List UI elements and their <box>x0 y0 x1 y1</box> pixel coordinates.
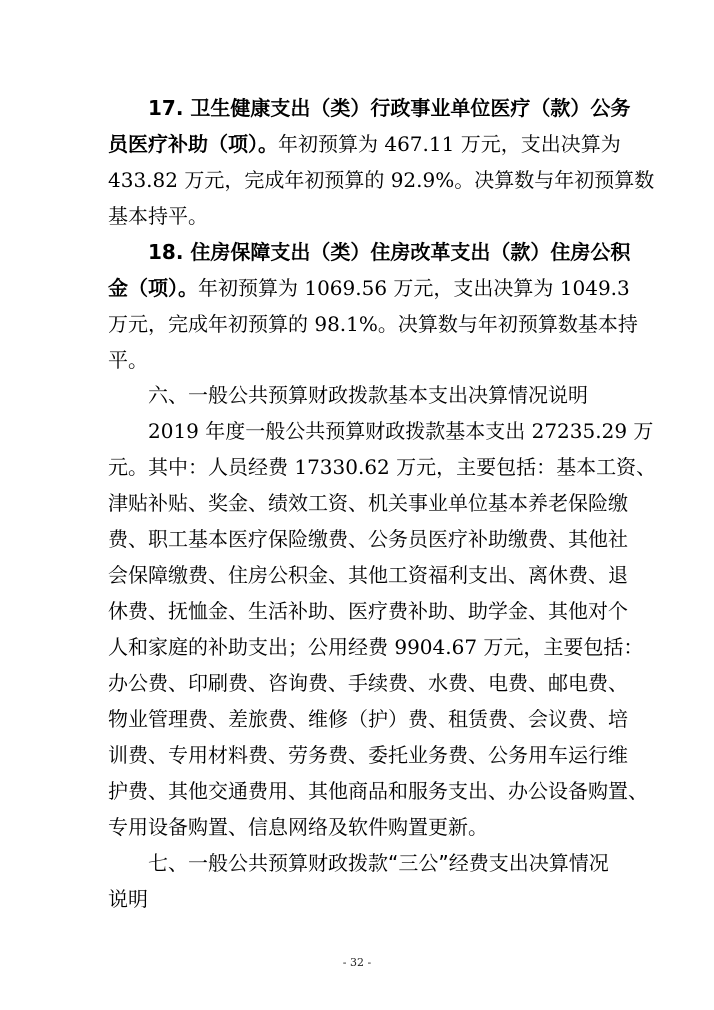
section7-heading-line2: 说明 <box>108 887 148 911</box>
item18-body-line3: 平。 <box>108 348 148 372</box>
item18-body-line1: 年初预算为 1069.56 万元，支出决算为 1049.3 <box>198 276 630 300</box>
section6-line-7: 人和家庭的补助支出；公用经费 9904.67 万元，主要包括： <box>108 635 644 659</box>
section6-line-3: 津贴补贴、奖金、绩效工资、机关事业单位基本养老保险缴 <box>108 491 628 515</box>
item17-body-line2: 433.82 万元，完成年初预算的 92.9%。决算数与年初预算数 <box>108 168 655 192</box>
section6-line-11: 护费、其他交通费用、其他商品和服务支出、办公设备购置、 <box>108 779 648 803</box>
section6-line-12: 专用设备购置、信息网络及软件购置更新。 <box>108 815 488 839</box>
section6-line-4: 费、职工基本医疗保险缴费、公务员医疗补助缴费、其他社 <box>108 527 628 551</box>
section7-heading-line1: 七、一般公共预算财政拨款“三公”经费支出决算情况 <box>148 851 609 875</box>
item17-line2 <box>108 129 621 159</box>
section6-line-6: 休费、抚恤金、生活补助、医疗费补助、助学金、其他对个 <box>108 599 628 623</box>
section6-line-2: 元。其中：人员经费 17330.62 万元，主要包括：基本工资、 <box>108 455 657 479</box>
item18-title-line2: 金（项）。 <box>108 276 198 300</box>
section6-line-5: 会保障缴费、住房公积金、其他工资福利支出、离休费、退 <box>108 563 628 587</box>
item17-body-line1: 年初预算为 467.11 万元，支出决算为 <box>278 132 621 156</box>
item18-title-line1: 18. 住房保障支出（类）住房改革支出（款）住房公积 <box>148 240 631 264</box>
item17-title-line1: 17. 卫生健康支出（类）行政事业单位医疗（款）公务 <box>148 96 631 120</box>
item17-title-line2: 员医疗补助（项）。 <box>108 132 278 156</box>
section6-line-10: 训费、专用材料费、劳务费、委托业务费、公务用车运行维 <box>108 743 628 767</box>
section6-line-9: 物业管理费、差旅费、维修（护）费、租赁费、会议费、培 <box>108 707 628 731</box>
section6-heading: 六、一般公共预算财政拨款基本支出决算情况说明 <box>148 383 588 407</box>
item18-body-line2: 万元，完成年初预算的 98.1%。决算数与年初预算数基本持 <box>108 312 638 336</box>
page-number: - 32 - <box>342 956 372 969</box>
item17-body-line3: 基本持平。 <box>108 204 208 228</box>
section6-line-1: 2019 年度一般公共预算财政拨款基本支出 27235.29 万 <box>148 419 654 443</box>
item18-line2 <box>108 273 630 303</box>
section6-line-8: 办公费、印刷费、咨询费、手续费、水费、电费、邮电费、 <box>108 671 628 695</box>
